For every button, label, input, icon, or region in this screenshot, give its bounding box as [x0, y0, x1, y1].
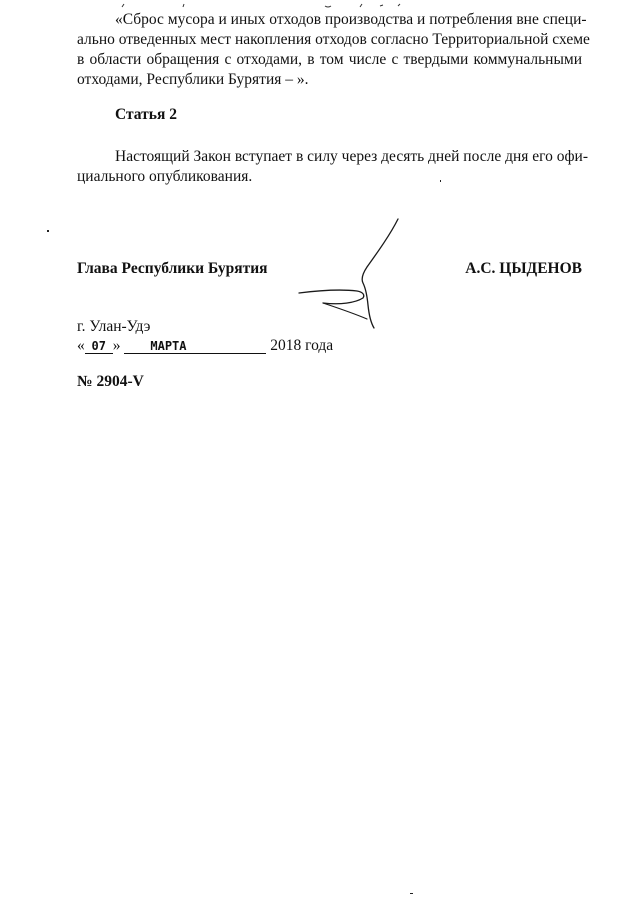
date-month: МАРТА — [150, 339, 187, 353]
handwritten-signature — [295, 215, 405, 335]
date-open-quote: « — [77, 337, 85, 354]
scan-speck — [440, 180, 441, 182]
date-day: 07 — [85, 339, 113, 354]
paragraph-1-line: в области обращения с отходами, в том числе с твердыми коммунальными — [77, 51, 582, 68]
place-of-signing: г. Улан-Удэ — [77, 318, 151, 335]
date-month-field — [124, 339, 266, 354]
law-number: № 2904-V — [77, 373, 144, 390]
paragraph-1-line: «Сброс мусора и иных отходов производства и потребления вне специ- — [115, 11, 587, 28]
date-close-quote: » — [112, 337, 121, 354]
paragraph-1-line: ально отведенных мест накопления отходов согласно Территориальной схеме — [77, 31, 590, 48]
article-heading: Статья 2 — [115, 106, 177, 123]
date-year: 2018 года — [270, 337, 334, 354]
paragraph-2-line: циального опубликования. — [77, 168, 253, 185]
paragraph-1-line: отходами, Республики Бурятия – ». — [77, 71, 309, 88]
scan-speck — [47, 230, 49, 232]
paragraph-1 — [77, 10, 590, 90]
signatory-name: А.С. ЦЫДЕНОВ — [465, 260, 582, 277]
signing-date — [77, 337, 333, 355]
paragraph-2-line: Настоящий Закон вступает в силу через десять дней после дня его офи- — [115, 148, 588, 165]
signatory-title: Глава Республики Бурятия — [77, 260, 268, 277]
paragraph-2 — [77, 147, 588, 187]
scan-speck — [410, 893, 413, 894]
scan-artifact-top — [0, 0, 640, 10]
